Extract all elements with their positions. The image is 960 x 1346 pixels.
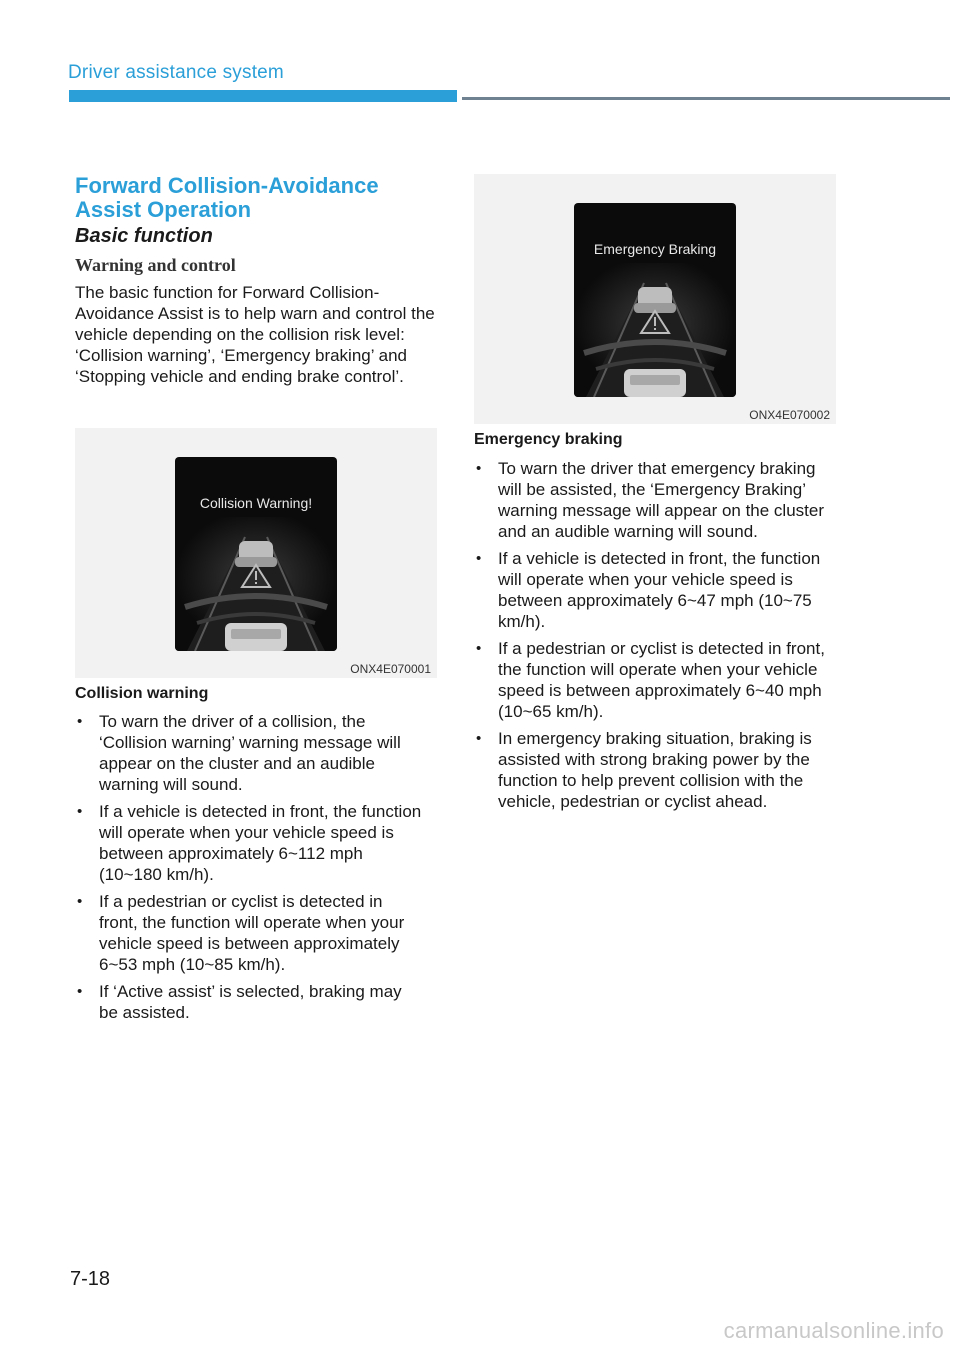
figure-code: ONX4E070001 [350, 662, 431, 676]
section-label: Driver assistance system [68, 62, 284, 83]
list-item: • To warn the driver that emergency braking will be assisted, the ‘Emergency Braking’ warning message will appear on the cluster and an audible warning will sound. [474, 458, 836, 542]
collision-warning-list [75, 711, 425, 1029]
collision-warning-title: Collision warning [75, 685, 209, 702]
section-subtitle: Basic function [75, 225, 213, 247]
list-item: • In emergency braking situation, braking is assisted with strong braking power by the function to help prevent collision with the vehicle, pedestrian or cyclist ahead. [474, 728, 836, 812]
road-scene-icon [574, 203, 736, 397]
road-scene-icon [175, 457, 337, 651]
list-item: • To warn the driver of a collision, the ‘Collision warning’ warning message will appear on the cluster and an audible warning will sound. [75, 711, 425, 795]
emergency-braking-list [474, 458, 836, 818]
list-item: • If a vehicle is detected in front, the function will operate when your vehicle speed is between approximately 6~112 mph (10~180 km/h). [75, 801, 425, 885]
cluster-message: Collision Warning! [199, 495, 313, 511]
subheading: Warning and control [75, 255, 236, 275]
page-number: 7-18 [70, 1268, 111, 1290]
list-item: • If a pedestrian or cyclist is detected in front, the function will operate when your vehicle speed is between approximately 6~53 mph (10~85 km/h). [75, 891, 425, 975]
figure-emergency-braking [474, 174, 836, 424]
watermark: carmanualsonline.info [723, 1318, 944, 1343]
cluster-message: Emergency Braking [593, 241, 717, 257]
list-item: • If a vehicle is detected in front, the function will operate when your vehicle speed is between approximately 6~47 mph (10~75 km/h). [474, 548, 836, 632]
cluster-screen [574, 203, 736, 397]
cluster-screen [175, 457, 337, 651]
list-item: • If ‘Active assist’ is selected, braking may be assisted. [75, 981, 425, 1023]
header-rule [462, 97, 950, 100]
intro-paragraph: The basic function for Forward Collision-Avoidance Assist is to help warn and control the vehicle depending on the collision risk level: ‘Collision warning’, ‘Emergency braking’ and ‘Stopping vehicle and ending brake control’. [75, 283, 435, 386]
emergency-braking-title: Emergency braking [474, 431, 623, 448]
figure-code: ONX4E070002 [749, 408, 830, 422]
figure-collision-warning [75, 428, 437, 678]
header-accent-bar [69, 90, 457, 102]
section-title: Forward Collision-Avoidance Assist Operation [75, 173, 379, 222]
list-item: • If a pedestrian or cyclist is detected in front, the function will operate when your vehicle speed is between approximately 6~40 mph (10~65 km/h). [474, 638, 836, 722]
